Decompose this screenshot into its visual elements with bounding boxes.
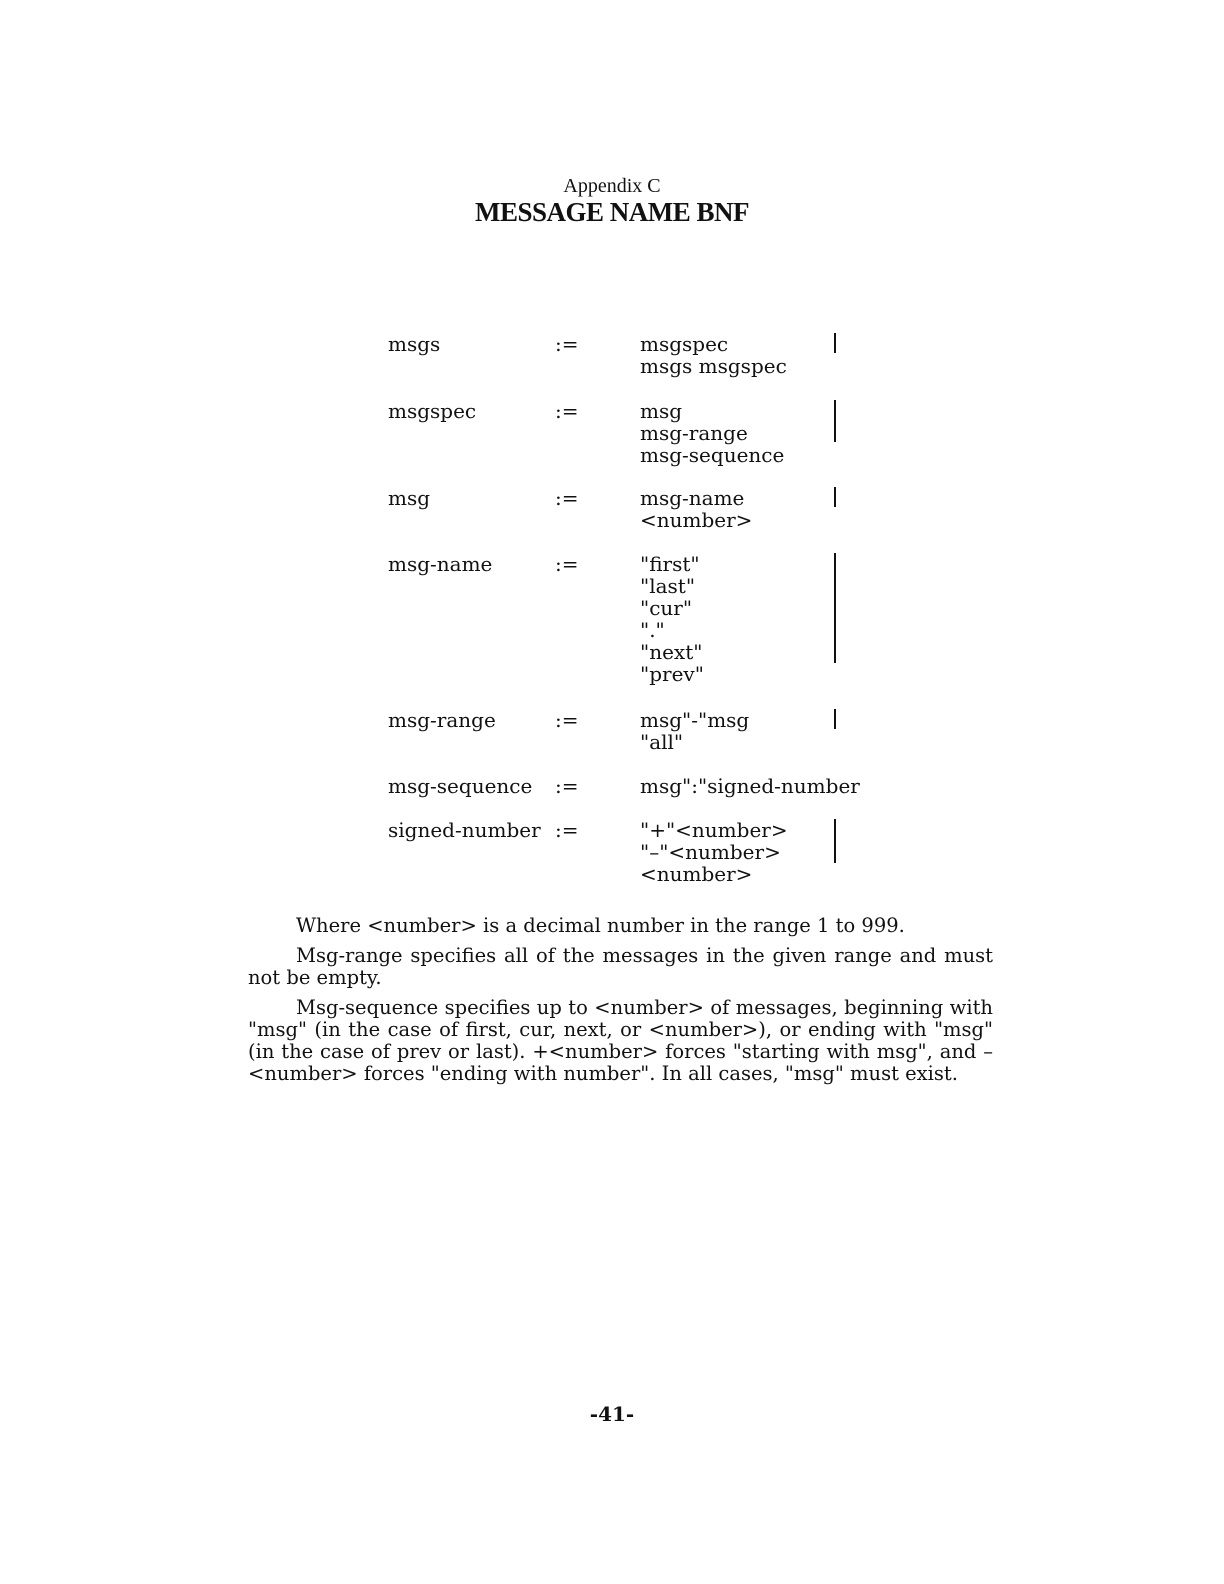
bnf-define-operator: := <box>555 332 579 356</box>
bnf-nonterminal: msg <box>388 486 431 510</box>
bnf-alternative: "." <box>640 618 665 642</box>
bnf-alternative: msg-range <box>640 421 748 445</box>
bnf-nonterminal: msg-sequence <box>388 774 533 798</box>
bnf-alternative: "next" <box>640 640 703 664</box>
bnf-nonterminal: msg-name <box>388 552 493 576</box>
bnf-alternative: <number> <box>640 862 753 886</box>
bnf-alternative: "–"<number> <box>640 840 781 864</box>
paragraph <box>248 945 993 989</box>
bnf-alternatives <box>640 819 900 885</box>
paragraph <box>248 997 993 1085</box>
bnf-alternatives <box>640 775 900 797</box>
bnf-alternative: msgspec <box>640 332 729 356</box>
bnf-alternatives <box>640 709 900 753</box>
bnf-define-operator: := <box>555 486 579 510</box>
bnf-nonterminal: msg-range <box>388 708 496 732</box>
alternative-separator <box>834 819 836 863</box>
alternative-separator <box>834 333 836 353</box>
bnf-alternative: msg-sequence <box>640 443 785 467</box>
bnf-alternatives <box>640 553 900 685</box>
bnf-define-operator: := <box>555 552 579 576</box>
paragraph-text: Msg-range specifies all of the messages in the given range and must not be empty. <box>248 944 993 989</box>
bnf-nonterminal: msgs <box>388 332 441 356</box>
bnf-alternative: msg"-"msg <box>640 708 750 732</box>
bnf-alternative: msgs msgspec <box>640 354 787 378</box>
alternative-separator <box>834 487 836 507</box>
bnf-alternative: "first" <box>640 552 700 576</box>
paragraph <box>248 915 993 937</box>
bnf-define-operator: := <box>555 708 579 732</box>
paragraph-text: Msg-sequence specifies up to <number> of messages, beginning with "msg" (in the case of first, cur, next, or <number>), or ending with "msg" (in the case of prev or last). +<number> forces "starting with msg", and –<number> forces "ending with number". In all cases, "msg" must exist. <box>248 996 993 1085</box>
appendix-label: Appendix C <box>563 175 661 197</box>
alternative-separator <box>834 553 836 663</box>
page-title: MESSAGE NAME BNF <box>474 197 750 227</box>
bnf-alternative: msg":"signed-number <box>640 774 860 798</box>
alternative-separator <box>834 400 836 442</box>
bnf-alternative: "cur" <box>640 596 693 620</box>
page-number: -41- <box>589 1402 635 1426</box>
bnf-alternative: "all" <box>640 730 684 754</box>
paragraph-text: Where <number> is a decimal number in the range 1 to 999. <box>296 914 905 937</box>
bnf-define-operator: := <box>555 399 579 423</box>
bnf-define-operator: := <box>555 774 579 798</box>
bnf-nonterminal: signed-number <box>388 818 541 842</box>
bnf-define-operator: := <box>555 818 579 842</box>
bnf-alternative: <number> <box>640 508 753 532</box>
bnf-alternatives <box>640 487 900 531</box>
bnf-alternative: msg <box>640 399 683 423</box>
bnf-alternative: "last" <box>640 574 696 598</box>
bnf-alternative: "prev" <box>640 662 704 686</box>
bnf-alternatives <box>640 400 900 466</box>
bnf-nonterminal: msgspec <box>388 399 477 423</box>
bnf-alternative: "+"<number> <box>640 818 788 842</box>
alternative-separator <box>834 709 836 729</box>
bnf-alternatives <box>640 333 900 377</box>
bnf-alternative: msg-name <box>640 486 745 510</box>
